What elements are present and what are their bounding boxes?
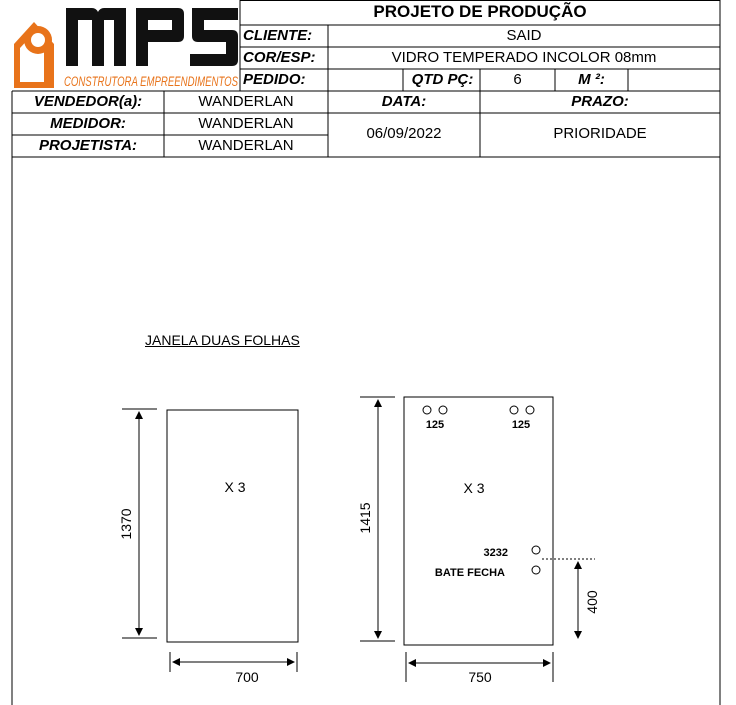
prazo-value: PRIORIDADE (553, 125, 647, 142)
logo-subtitle: CONSTRUTORA EMPREENDIMENTOS (64, 74, 238, 89)
medidor-value: WANDERLAN (198, 115, 294, 132)
cor-label: COR/ESP: (243, 49, 316, 66)
prazo-label: PRAZO: (571, 93, 629, 110)
vendedor-value: WANDERLAN (198, 93, 294, 110)
cliente-label: CLIENTE: (243, 27, 313, 44)
hole-marker (526, 406, 534, 414)
hole-right-label: 125 (511, 419, 531, 431)
lock-hole-marker (532, 566, 540, 574)
width-label-1: 700 (235, 669, 259, 685)
qty-label-1: X 3 (224, 479, 246, 495)
lock-label: BATE FECHA (434, 567, 505, 579)
lock-height-label: 400 (584, 590, 600, 614)
hole-marker (510, 406, 518, 414)
hole-marker (423, 406, 431, 414)
data-value: 06/09/2022 (366, 125, 442, 142)
qtd-label: QTD PÇ: (411, 71, 474, 88)
qtd-value: 6 (513, 71, 522, 88)
cliente-value: SAID (506, 27, 542, 44)
cor-value: VIDRO TEMPERADO INCOLOR 08mm (391, 49, 657, 66)
pedido-label: PEDIDO: (243, 71, 306, 88)
projetista-value: WANDERLAN (198, 137, 294, 154)
height-label-1: 1370 (118, 508, 134, 540)
lock-hole-marker (532, 546, 540, 554)
width-label-2: 750 (468, 669, 492, 685)
m2-label: M ²: (578, 71, 605, 88)
page-title: PROJETO DE PRODUÇÃO (373, 2, 587, 21)
glass-panel-2 (404, 397, 553, 645)
drawing-caption: JANELA DUAS FOLHAS (145, 332, 300, 348)
vendedor-label: VENDEDOR(a): (33, 93, 143, 110)
projetista-label: PROJETISTA: (38, 137, 138, 154)
data-label: DATA: (381, 93, 427, 110)
hole-left-label: 125 (425, 419, 445, 431)
height-label-2: 1415 (357, 502, 373, 534)
glass-panel-1 (167, 410, 298, 642)
lock-code-label: 3232 (483, 547, 508, 559)
qty-label-2: X 3 (463, 480, 485, 496)
medidor-label: MEDIDOR: (50, 115, 126, 132)
hole-marker (439, 406, 447, 414)
